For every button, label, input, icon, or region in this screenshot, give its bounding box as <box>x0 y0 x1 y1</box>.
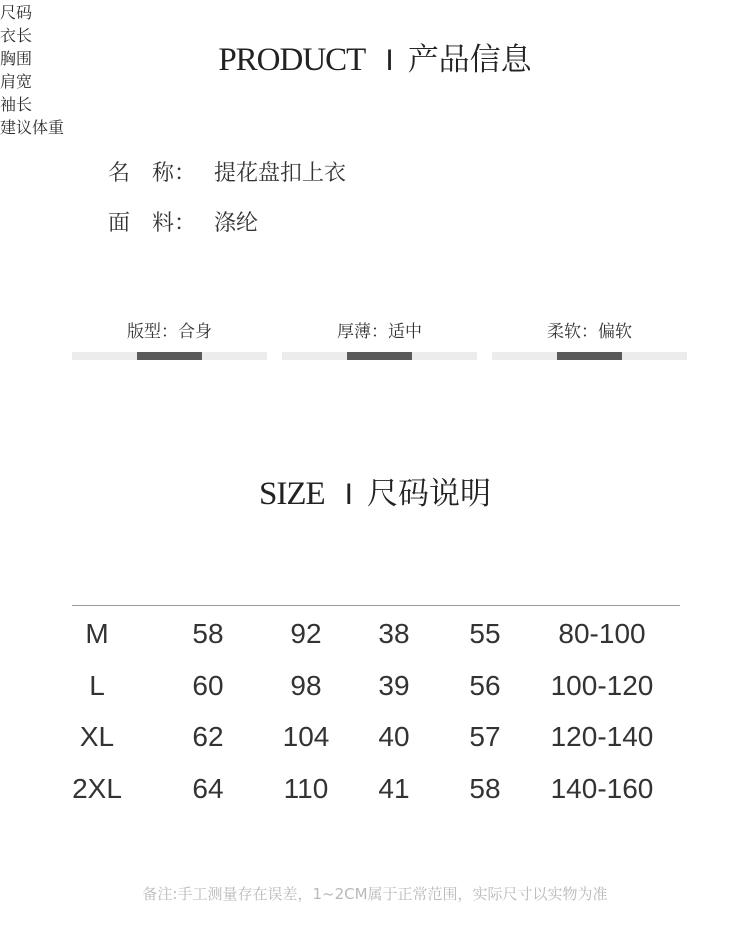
table-cell: 41 <box>378 773 410 804</box>
meter-caption <box>282 318 477 346</box>
info-row-name <box>108 156 346 187</box>
size-title-en: SIZE <box>258 476 325 512</box>
meter-track <box>492 352 687 360</box>
table-cell: 55 <box>469 618 501 649</box>
table-header-chest: 胸围 <box>0 49 33 68</box>
table-cell: 58 <box>192 618 224 649</box>
footnote: 备注:手工测量存在误差，1~2CM属于正常范围，实际尺寸以实物为准 <box>142 885 608 903</box>
meter-softness <box>492 318 687 360</box>
table-cell: 58 <box>469 773 501 804</box>
table-header-length: 衣长 <box>0 26 33 45</box>
meter-value: 适中 <box>388 322 422 342</box>
table-cell: 57 <box>469 721 501 752</box>
table-cell: 62 <box>192 721 224 752</box>
meter-caption <box>72 318 267 346</box>
table-cell: 110 <box>283 773 329 804</box>
table-cell: 104 <box>282 721 330 752</box>
table-cell: 40 <box>378 721 410 752</box>
meter-track <box>72 352 267 360</box>
table-cell: 100-120 <box>550 670 654 701</box>
table-cell: 60 <box>192 670 224 701</box>
name-value: 提花盘扣上衣 <box>214 161 347 186</box>
table-cell: 2XL <box>72 773 122 804</box>
table-cell: 39 <box>378 670 410 701</box>
table-cell: M <box>85 618 109 649</box>
meter-fill <box>557 352 622 360</box>
table-cell: 140-160 <box>550 773 654 804</box>
meter-fit <box>72 318 267 360</box>
table-cell: XL <box>79 721 115 752</box>
meter-label: 版型： <box>127 322 178 342</box>
table-cell: 80-100 <box>558 618 646 649</box>
meter-label: 厚薄： <box>337 322 388 342</box>
meter-label: 柔软： <box>547 322 598 342</box>
size-title-cn: 尺码说明 <box>367 476 491 512</box>
meter-caption <box>492 318 687 346</box>
table-header-sleeve: 袖长 <box>0 95 33 114</box>
material-value: 涤纶 <box>214 211 259 236</box>
table-cell: 120-140 <box>550 721 654 752</box>
table-cell: 92 <box>290 618 322 649</box>
meter-value: 偏软 <box>598 322 632 342</box>
title-separator: I <box>344 478 353 511</box>
table-header-divider <box>72 605 680 606</box>
table-header-weight: 建议体重 <box>0 118 65 137</box>
table-header-shoulder: 肩宽 <box>0 72 33 91</box>
table-cell: 64 <box>192 773 224 804</box>
product-title-en: PRODUCT <box>218 42 366 78</box>
meter-fill <box>347 352 412 360</box>
product-title-cn: 产品信息 <box>407 42 532 78</box>
material-label: 面 料： <box>108 211 197 236</box>
size-section-title <box>0 468 750 513</box>
table-header-size: 尺码 <box>0 3 33 22</box>
table-cell: L <box>89 670 105 701</box>
meter-fill <box>137 352 202 360</box>
product-section-title <box>0 34 750 79</box>
meter-thickness <box>282 318 477 360</box>
table-cell: 56 <box>469 670 501 701</box>
table-cell: 38 <box>378 618 410 649</box>
table-cell: 98 <box>290 670 322 701</box>
meter-value: 合身 <box>178 322 212 342</box>
info-row-material <box>108 206 258 237</box>
meter-track <box>282 352 477 360</box>
name-label: 名 称： <box>108 161 197 186</box>
title-separator: I <box>385 44 394 77</box>
